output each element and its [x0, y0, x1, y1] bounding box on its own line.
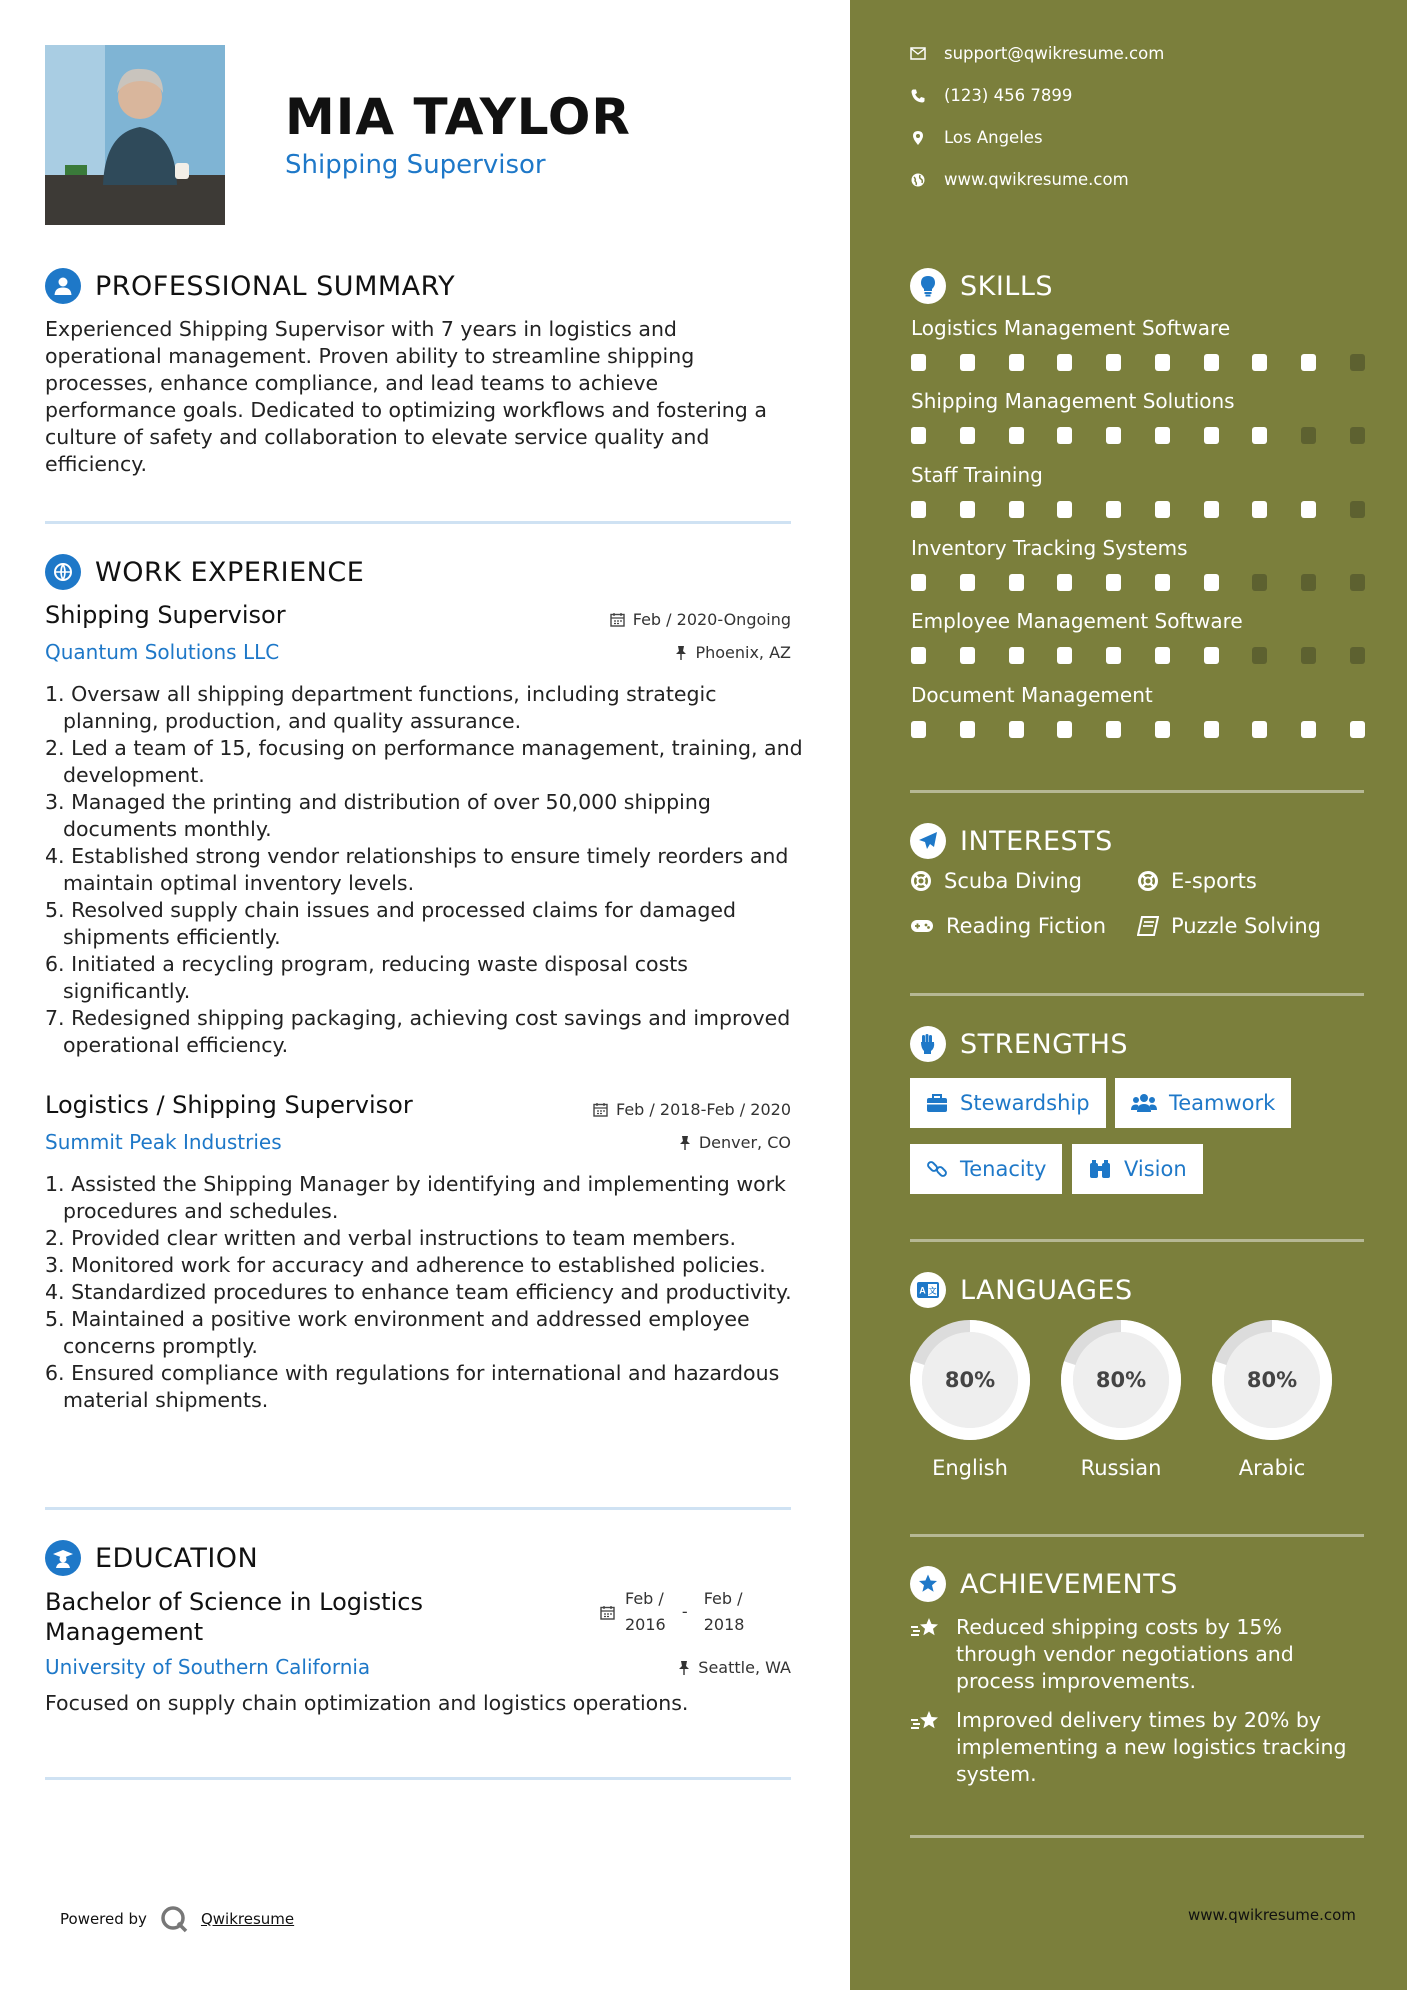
- summary-title: PROFESSIONAL SUMMARY: [95, 270, 456, 302]
- list-item: Standardized procedures to enhance team efficiency and productivity.: [71, 1280, 792, 1304]
- job-1-location: [675, 643, 791, 662]
- education-heading: [45, 1540, 258, 1576]
- graduate-icon: [45, 1540, 81, 1576]
- rating-dot-filled: [1057, 647, 1072, 664]
- strength-label: Stewardship: [960, 1091, 1090, 1115]
- contact-website-text: www.qwikresume.com: [944, 170, 1129, 189]
- fist-icon: [910, 1026, 946, 1062]
- language-item: [908, 1318, 1032, 1480]
- rating-dot-filled: [1204, 354, 1219, 371]
- job-2-company: Summit Peak Industries: [45, 1130, 282, 1154]
- list-item: Oversaw all shipping department functions, including strategic planning, production, and quality assurance.: [63, 682, 717, 733]
- skill-rating: [911, 501, 1365, 519]
- edu-dates: [600, 1586, 744, 1638]
- rating-dot-filled: [960, 354, 975, 371]
- strength-badge: [1115, 1078, 1291, 1128]
- candidate-title: Shipping Supervisor: [285, 150, 546, 180]
- rating-dot-empty: [1350, 501, 1365, 518]
- contact-phone: [910, 86, 1072, 105]
- rating-dot-filled: [911, 427, 926, 444]
- lifebuoy-icon: [1137, 870, 1159, 892]
- rating-dot-filled: [1106, 647, 1121, 664]
- list-item: Resolved supply chain issues and processed claims for damaged shipments efficiently.: [63, 898, 736, 949]
- rating-dot-filled: [960, 574, 975, 591]
- divider: [910, 1835, 1364, 1838]
- edu-description: Focused on supply chain optimization and logistics operations.: [45, 1691, 689, 1715]
- job-2-location-text: Denver, CO: [698, 1133, 791, 1152]
- rating-dot-filled: [1057, 574, 1072, 591]
- language-item: [1210, 1318, 1334, 1480]
- rating-dot-filled: [960, 721, 975, 738]
- divider: [45, 521, 791, 524]
- rating-dot-filled: [911, 574, 926, 591]
- translate-icon: [910, 1272, 946, 1308]
- contact-email: [910, 44, 1164, 63]
- divider: [910, 1534, 1364, 1537]
- skill-name: Inventory Tracking Systems: [911, 536, 1188, 560]
- rating-dot-filled: [960, 501, 975, 518]
- rating-dot-filled: [1057, 501, 1072, 518]
- list-item: Redesigned shipping packaging, achieving cost savings and improved operational efficiency.: [63, 1006, 791, 1057]
- contact-location-text: Los Angeles: [944, 128, 1043, 147]
- rating-dot-filled: [1204, 501, 1219, 518]
- list-item: Established strong vendor relationships to ensure timely reorders and maintain optimal inventory levels.: [63, 844, 789, 895]
- edu-location: [678, 1658, 791, 1677]
- list-item: Provided clear written and verbal instructions to team members.: [71, 1226, 736, 1250]
- job-1-dates: [610, 610, 791, 629]
- interest-label: Puzzle Solving: [1171, 914, 1321, 938]
- job-1-location-text: Phoenix, AZ: [695, 643, 791, 662]
- interest-item: [1137, 869, 1257, 893]
- rating-dot-empty: [1252, 574, 1267, 591]
- rating-dot-filled: [1301, 354, 1316, 371]
- achievement-text: Improved delivery times by 20% by implementing a new logistics tracking system.: [956, 1708, 1347, 1786]
- rating-dot-filled: [1204, 574, 1219, 591]
- skills-title: SKILLS: [960, 270, 1054, 302]
- rating-dot-empty: [1350, 647, 1365, 664]
- profile-photo: [45, 45, 225, 225]
- achievements-title: ACHIEVEMENTS: [960, 1568, 1178, 1600]
- map-marker-icon: [910, 130, 926, 146]
- skills-heading: [910, 268, 1053, 304]
- pin-icon: [678, 1660, 690, 1675]
- svg-text:A: A: [919, 1285, 926, 1296]
- rating-dot-filled: [960, 647, 975, 664]
- rating-dot-filled: [1106, 501, 1121, 518]
- rating-dot-filled: [1204, 721, 1219, 738]
- rating-dot-empty: [1350, 427, 1365, 444]
- rating-dot-filled: [1009, 721, 1024, 738]
- rating-dot-filled: [1252, 427, 1267, 444]
- skill-name: Employee Management Software: [911, 609, 1243, 633]
- rating-dot-filled: [1204, 647, 1219, 664]
- interest-item: [1137, 914, 1321, 938]
- skill-rating: [911, 721, 1365, 739]
- globe-icon: [910, 172, 926, 188]
- list-item: Led a team of 15, focusing on performance management, training, and development.: [63, 736, 803, 787]
- language-name: Arabic: [1238, 1456, 1306, 1480]
- rating-dot-filled: [1106, 427, 1121, 444]
- rating-dot-filled: [1009, 574, 1024, 591]
- job-2-duties: [45, 1171, 805, 1414]
- skill-name: Shipping Management Solutions: [911, 389, 1235, 413]
- edu-start: [625, 1586, 666, 1638]
- language-name: English: [932, 1456, 1008, 1480]
- rating-dot-filled: [1057, 354, 1072, 371]
- edu-end: [704, 1586, 745, 1638]
- briefcase-icon: [926, 1093, 948, 1113]
- lightbulb-icon: [910, 268, 946, 304]
- rating-dot-filled: [911, 501, 926, 518]
- skill-rating: [911, 647, 1365, 665]
- edu-end-month: Feb /: [703, 1589, 743, 1608]
- skill-name: Logistics Management Software: [911, 316, 1231, 340]
- interest-item: [910, 869, 1082, 893]
- rating-dot-filled: [1009, 501, 1024, 518]
- rating-dot-filled: [1155, 427, 1170, 444]
- skill-name: Document Management: [911, 683, 1153, 707]
- pin-icon: [675, 645, 687, 660]
- star-badge-icon: [910, 1566, 946, 1602]
- interests-title: INTERESTS: [960, 825, 1113, 857]
- skill-rating: [911, 354, 1365, 372]
- strength-badge: [910, 1078, 1106, 1128]
- rating-dot-filled: [1057, 721, 1072, 738]
- rating-dot-empty: [1350, 574, 1365, 591]
- rating-dot-filled: [1301, 721, 1316, 738]
- rating-dot-empty: [1252, 647, 1267, 664]
- divider: [45, 1507, 791, 1510]
- rating-dot-filled: [1106, 721, 1121, 738]
- shooting-star-icon: [910, 1709, 942, 1735]
- list-item: Assisted the Shipping Manager by identifying and implementing work procedures and schedules.: [63, 1172, 786, 1223]
- calendar-icon: [600, 1605, 615, 1620]
- edu-start-year: 2016: [625, 1615, 666, 1634]
- skill-rating: [911, 574, 1365, 592]
- rating-dot-filled: [960, 427, 975, 444]
- rating-dot-filled: [1009, 354, 1024, 371]
- achievement-text: Reduced shipping costs by 15% through vendor negotiations and process improvements.: [956, 1615, 1294, 1693]
- rating-dot-filled: [1106, 354, 1121, 371]
- strengths-heading: [910, 1026, 1128, 1062]
- edu-school: University of Southern California: [45, 1655, 371, 1679]
- user-icon: [45, 268, 81, 304]
- interest-label: Scuba Diving: [944, 869, 1082, 893]
- contact-phone-text: (123) 456 7899: [944, 86, 1073, 105]
- rating-dot-filled: [1155, 501, 1170, 518]
- skill-name: Staff Training: [911, 463, 1043, 487]
- achievements-heading: [910, 1566, 1178, 1602]
- job-2-dates-text: Feb / 2018-Feb / 2020: [616, 1100, 791, 1119]
- users-icon: [1131, 1093, 1157, 1113]
- language-percent: 80%: [1246, 1368, 1298, 1392]
- shooting-star-icon: [910, 1616, 942, 1642]
- divider: [45, 1777, 791, 1780]
- language-percent: 80%: [1095, 1368, 1147, 1392]
- phone-icon: [910, 88, 926, 104]
- rating-dot-filled: [1155, 354, 1170, 371]
- rating-dot-filled: [1350, 721, 1365, 738]
- divider: [910, 993, 1364, 996]
- interest-item: [910, 914, 1106, 938]
- rating-dot-filled: [1057, 427, 1072, 444]
- divider: [910, 790, 1364, 793]
- achievement-item: [910, 1707, 1364, 1788]
- pin-icon: [679, 1135, 691, 1150]
- experience-title: WORK EXPERIENCE: [95, 556, 365, 588]
- interest-label: E-sports: [1171, 869, 1257, 893]
- rating-dot-filled: [911, 354, 926, 371]
- strength-label: Teamwork: [1169, 1091, 1276, 1115]
- rating-dot-empty: [1301, 574, 1316, 591]
- briefcase-globe-icon: [45, 554, 81, 590]
- qwikresume-logo-icon: [159, 1904, 189, 1934]
- rating-dot-filled: [1252, 354, 1267, 371]
- list-item: Managed the printing and distribution of over 50,000 shipping documents monthly.: [63, 790, 711, 841]
- rating-dot-empty: [1301, 427, 1316, 444]
- list-item: Maintained a positive work environment and addressed employee concerns promptly.: [63, 1307, 750, 1358]
- rating-dot-filled: [1155, 574, 1170, 591]
- skill-rating: [911, 427, 1365, 445]
- rating-dot-filled: [1204, 427, 1219, 444]
- experience-heading: [45, 554, 364, 590]
- edu-start-month: Feb /: [625, 1589, 664, 1608]
- edu-date-separator: -: [681, 1602, 688, 1621]
- rating-dot-filled: [1252, 501, 1267, 518]
- language-item: [1059, 1318, 1183, 1480]
- svg-text:文: 文: [928, 1286, 937, 1296]
- rating-dot-filled: [1009, 427, 1024, 444]
- languages-title: LANGUAGES: [960, 1274, 1133, 1306]
- rating-dot-filled: [911, 721, 926, 738]
- language-percent: 80%: [944, 1368, 996, 1392]
- list-item: Initiated a recycling program, reducing waste disposal costs significantly.: [63, 952, 688, 1003]
- job-1-title: Shipping Supervisor: [45, 601, 286, 629]
- interest-label: Reading Fiction: [946, 914, 1107, 938]
- strengths-title: STRENGTHS: [960, 1028, 1129, 1060]
- rating-dot-empty: [1301, 647, 1316, 664]
- job-2-location: [679, 1133, 791, 1152]
- contact-location: [910, 128, 1043, 147]
- book-icon: [1137, 916, 1159, 936]
- envelope-icon: [910, 47, 926, 60]
- rating-dot-empty: [1350, 354, 1365, 371]
- interests-heading: [910, 823, 1113, 859]
- strength-badge: [1072, 1144, 1203, 1194]
- link-icon: [926, 1158, 948, 1180]
- summary-heading: [45, 268, 455, 304]
- rating-dot-filled: [1252, 721, 1267, 738]
- job-1-duties: [45, 681, 805, 1059]
- rating-dot-filled: [1301, 501, 1316, 518]
- achievement-item: [910, 1614, 1364, 1695]
- strength-badge: [910, 1144, 1062, 1194]
- strength-label: Tenacity: [960, 1157, 1047, 1181]
- edu-end-year: 2018: [703, 1615, 745, 1634]
- education-title: EDUCATION: [95, 1542, 259, 1574]
- language-name: Russian: [1080, 1456, 1162, 1480]
- languages-heading: [910, 1272, 1133, 1308]
- edu-location-text: Seattle, WA: [698, 1658, 791, 1677]
- job-2-title: Logistics / Shipping Supervisor: [45, 1091, 413, 1119]
- rating-dot-filled: [1155, 721, 1170, 738]
- summary-text: Experienced Shipping Supervisor with 7 years in logistics and operational management. Proven ability to streamline shipping processes, enhance compliance, and lead teams to achieve performance goals. Dedicated to optimizing workflows and fostering a culture of safety and collaboration to elevate service quality and efficiency.: [45, 317, 767, 476]
- rating-dot-filled: [1106, 574, 1121, 591]
- rating-dot-filled: [911, 647, 926, 664]
- job-1-company: Quantum Solutions LLC: [45, 640, 280, 664]
- job-2-dates: [593, 1100, 791, 1119]
- lifebuoy-icon: [910, 870, 932, 892]
- list-item: Monitored work for accuracy and adherence to established policies.: [71, 1253, 766, 1277]
- divider: [910, 1239, 1364, 1242]
- contact-email-text: support@qwikresume.com: [944, 44, 1165, 63]
- strength-label: Vision: [1124, 1157, 1187, 1181]
- gamepad-icon: [910, 918, 934, 934]
- powered-by-label: Powered by: [60, 1910, 147, 1928]
- powered-by: [60, 1904, 294, 1934]
- calendar-icon: [593, 1102, 608, 1117]
- candidate-name: MIA TAYLOR: [285, 88, 631, 146]
- calendar-icon: [610, 612, 625, 627]
- contact-website: [910, 170, 1129, 189]
- job-1-dates-text: Feb / 2020-Ongoing: [632, 610, 791, 629]
- qwikresume-link[interactable]: Qwikresume: [200, 1910, 295, 1928]
- rating-dot-filled: [1009, 647, 1024, 664]
- paper-plane-icon: [910, 823, 946, 859]
- footer-website[interactable]: www.qwikresume.com: [1188, 1906, 1356, 1924]
- list-item: Ensured compliance with regulations for international and hazardous material shipments.: [63, 1361, 780, 1412]
- rating-dot-filled: [1155, 647, 1170, 664]
- binoculars-icon: [1088, 1159, 1112, 1179]
- edu-degree: Bachelor of Science in Logistics Management: [45, 1588, 423, 1646]
